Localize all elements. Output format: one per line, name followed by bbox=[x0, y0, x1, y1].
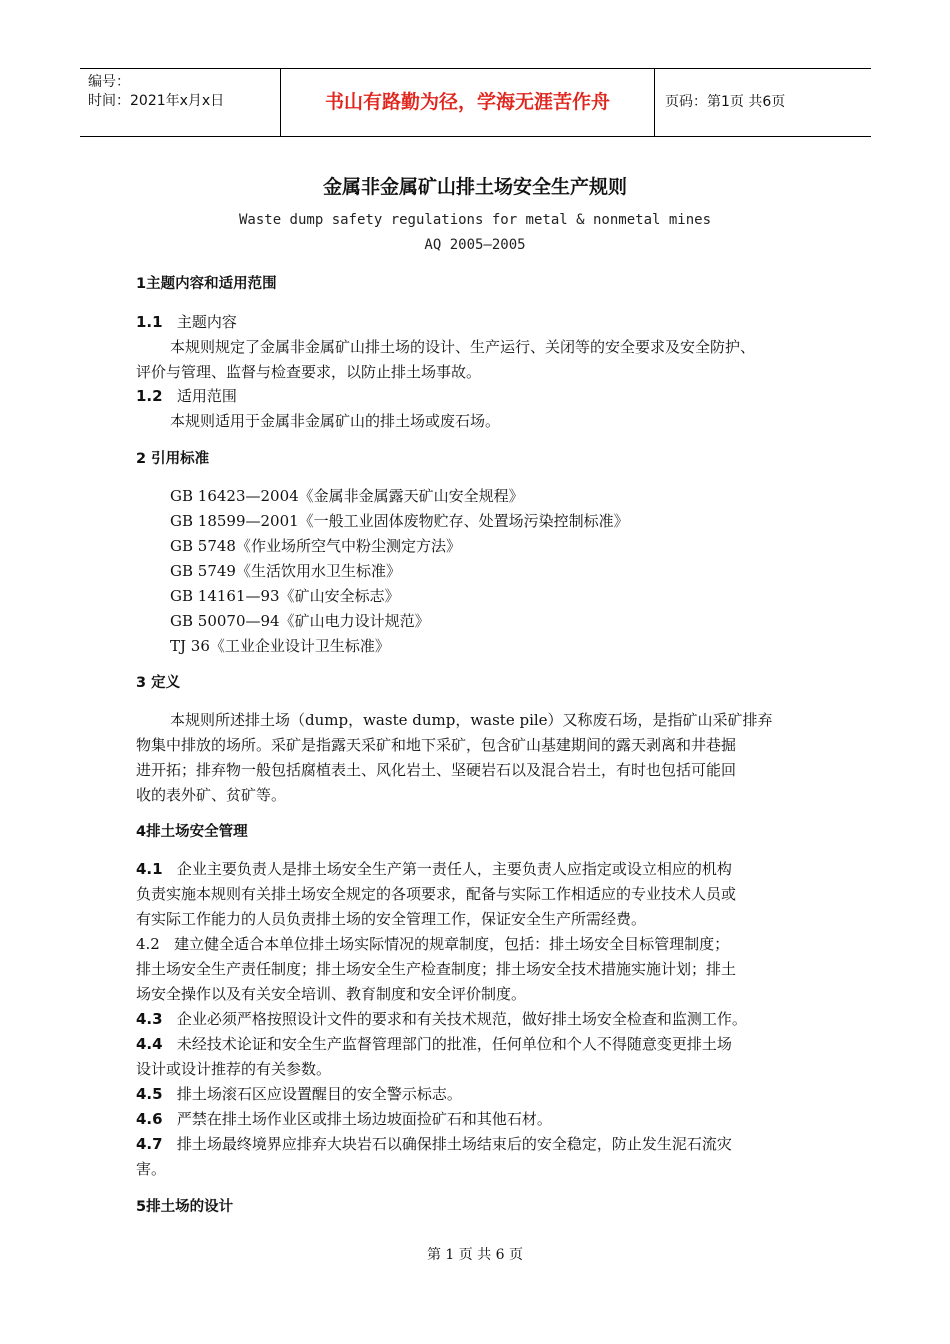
clause-text: 严禁在排土场作业区或排土场边坡面捡矿石和其他石材。 bbox=[176, 1110, 552, 1128]
reference-item: GB 5749《生活饮用水卫生标准》 bbox=[170, 562, 401, 580]
serial-number: 编号： bbox=[88, 74, 130, 90]
clause-text: 排土场滚石区应设置醒目的安全警示标志。 bbox=[176, 1085, 462, 1103]
paragraph-line: 害。 bbox=[136, 1160, 167, 1178]
clause-1-2 bbox=[136, 386, 237, 406]
clause-4-2 bbox=[136, 934, 729, 954]
clause-4-4 bbox=[136, 1034, 732, 1054]
clause-text: 未经技术论证和安全生产监督管理部门的批准，任何单位和个人不得随意变更排土场 bbox=[176, 1035, 732, 1053]
header-info-cell bbox=[80, 69, 281, 136]
header-table bbox=[80, 68, 871, 137]
reference-item: GB 16423—2004《金属非金属露天矿山安全规程》 bbox=[170, 487, 524, 505]
clause-number: 4.1 bbox=[136, 860, 163, 878]
paragraph-line: 物集中排放的场所。采矿是指露天采矿和地下采矿，包含矿山基建期间的露天剥离和井巷掘 bbox=[136, 736, 737, 754]
section-2-heading: 2 引用标准 bbox=[136, 451, 210, 467]
section-4-heading: 4排土场安全管理 bbox=[136, 824, 248, 840]
clause-number: 1.1 bbox=[136, 313, 163, 331]
section-5-heading: 5排土场的设计 bbox=[136, 1199, 234, 1215]
reference-item: GB 18599—2001《一般工业固体废物贮存、处置场污染控制标准》 bbox=[170, 512, 629, 530]
reference-item: GB 5748《作业场所空气中粉尘测定方法》 bbox=[170, 537, 461, 555]
reference-item: GB 50070—94《矿山电力设计规范》 bbox=[170, 612, 430, 630]
clause-number: 1.2 bbox=[136, 387, 163, 405]
clause-number: 4.6 bbox=[136, 1110, 163, 1128]
clause-title: 主题内容 bbox=[176, 313, 237, 331]
clause-1-1 bbox=[136, 312, 237, 332]
clause-number: 4.3 bbox=[136, 1010, 163, 1028]
clause-text: 排土场最终境界应排弃大块岩石以确保排土场结束后的安全稳定，防止发生泥石流灾 bbox=[176, 1135, 732, 1153]
motto: 书山有路勤为径，学海无涯苦作舟 bbox=[281, 69, 655, 136]
paragraph-line: 有实际工作能力的人员负责排土场的安全管理工作，保证安全生产所需经费。 bbox=[136, 910, 647, 928]
paragraph-line: 排土场安全生产责任制度；排土场安全生产检查制度；排土场安全技术措施实施计划；排土 bbox=[136, 960, 737, 978]
paragraph-line: 场安全操作以及有关安全培训、教育制度和安全评价制度。 bbox=[136, 985, 527, 1003]
section-3-heading: 3 定义 bbox=[136, 675, 181, 691]
clause-number: 4.5 bbox=[136, 1085, 163, 1103]
clause-4-3 bbox=[136, 1009, 747, 1029]
page-indicator: 页码：第1页 共6页 bbox=[665, 94, 786, 110]
paragraph-line: 本规则所述排土场（dump，waste dump，waste pile）又称废石场，是指矿山采矿排弃 bbox=[170, 711, 773, 729]
reference-item: GB 14161—93《矿山安全标志》 bbox=[170, 587, 400, 605]
section-1-heading: 1主题内容和适用范围 bbox=[136, 276, 277, 292]
clause-title: 适用范围 bbox=[176, 387, 237, 405]
english-title: Waste dump safety regulations for metal & nonmetal mines bbox=[238, 212, 711, 228]
standard-code: AQ 2005—2005 bbox=[424, 237, 526, 253]
reference-item: TJ 36《工业企业设计卫生标准》 bbox=[170, 637, 390, 655]
paragraph-line: 本规则规定了金属非金属矿山排土场的设计、生产运行、关闭等的安全要求及安全防护、 bbox=[170, 338, 756, 356]
clause-4-7 bbox=[136, 1134, 732, 1154]
clause-4-6 bbox=[136, 1109, 552, 1129]
document-title: 金属非金属矿山排土场安全生产规则 bbox=[322, 176, 627, 198]
date-line: 时间：2021年x月x日 bbox=[88, 93, 225, 109]
paragraph-line: 负责实施本规则有关排土场安全规定的各项要求，配备与实际工作相适应的专业技术人员或 bbox=[136, 885, 737, 903]
clause-number: 4.2 bbox=[136, 935, 160, 953]
clause-text: 企业主要负责人是排土场安全生产第一责任人，主要负责人应指定或设立相应的机构 bbox=[176, 860, 732, 878]
paragraph-line: 设计或设计推荐的有关参数。 bbox=[136, 1060, 332, 1078]
clause-number: 4.7 bbox=[136, 1135, 163, 1153]
paragraph-line: 收的表外矿、贫矿等。 bbox=[136, 786, 287, 804]
paragraph-line: 进开拓；排弃物一般包括腐植表土、风化岩土、坚硬岩石以及混合岩土，有时也包括可能回 bbox=[136, 761, 737, 779]
clause-4-5 bbox=[136, 1084, 462, 1104]
clause-4-1 bbox=[136, 859, 732, 879]
clause-number: 4.4 bbox=[136, 1035, 163, 1053]
clause-text: 企业必须严格按照设计文件的要求和有关技术规范，做好排土场安全检查和监测工作。 bbox=[176, 1010, 747, 1028]
paragraph-line: 本规则适用于金属非金属矿山的排土场或废石场。 bbox=[170, 412, 501, 430]
paragraph-line: 评价与管理、监督与检查要求，以防止排土场事故。 bbox=[136, 363, 482, 381]
page-footer: 第 1 页 共 6 页 bbox=[426, 1247, 524, 1263]
clause-text: 建立健全适合本单位排土场实际情况的规章制度，包括：排土场安全目标管理制度； bbox=[174, 935, 730, 953]
